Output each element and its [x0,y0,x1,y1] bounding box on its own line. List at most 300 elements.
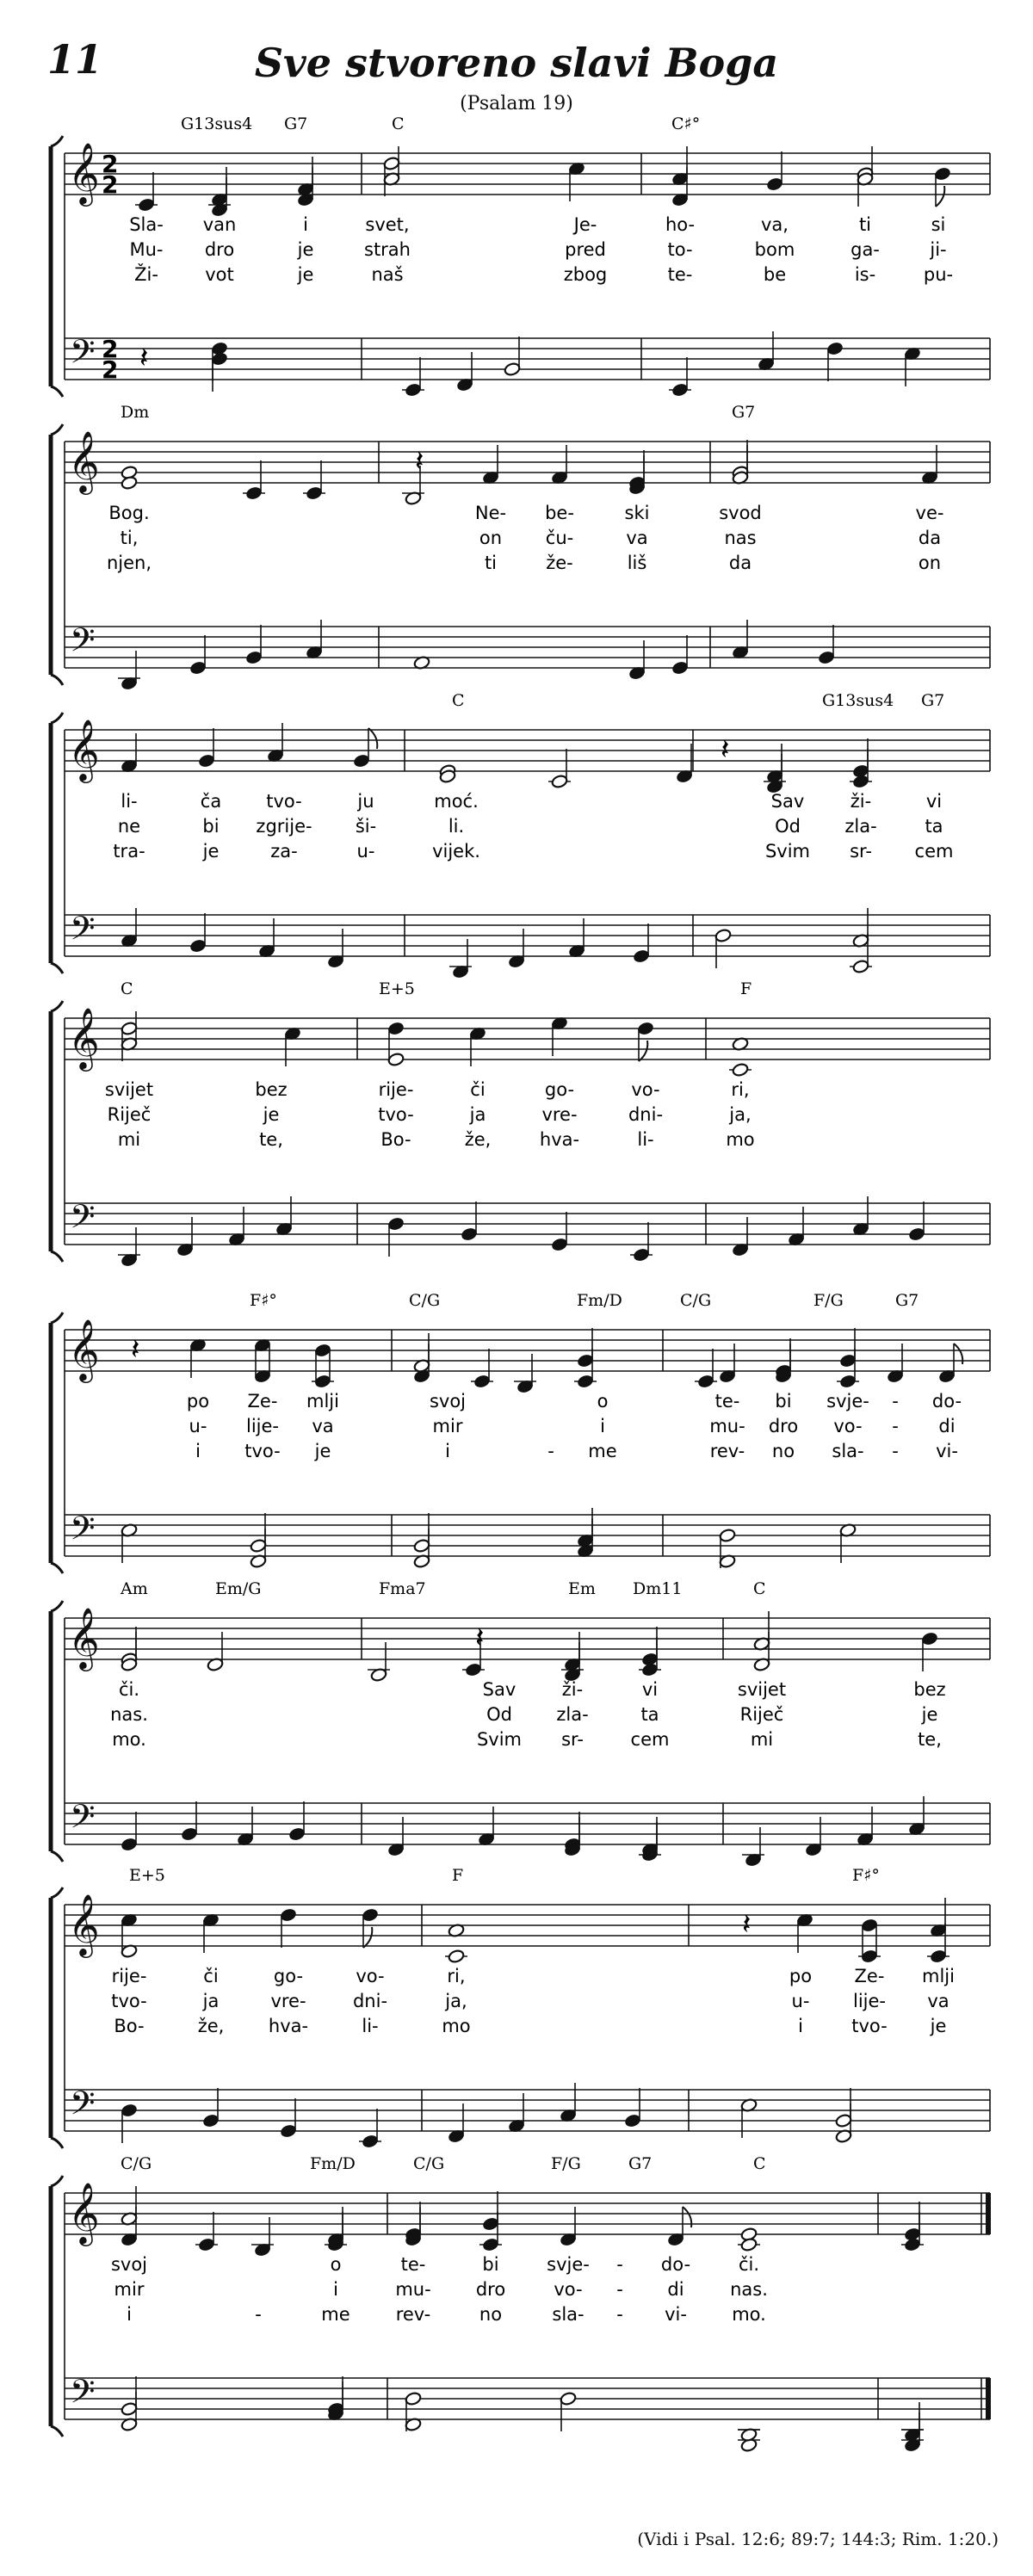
chord-symbol: C [753,1579,766,1598]
notehead [633,948,650,963]
chord-symbol: G13sus4 [181,114,253,133]
treble-note [574,1349,597,1389]
lyric-syllable: i [600,1416,605,1436]
lyric-syllable: - [547,1441,554,1461]
notehead [353,753,370,768]
treble-note [267,723,284,763]
treble-staff [65,1018,990,1059]
lyric-syllable: lije- [245,1416,280,1436]
bass-staff [65,1803,990,1844]
chord-symbol: C [121,979,133,998]
lyric-syllable: be- [545,503,574,523]
bass-note [818,625,835,665]
lyric-syllable: - [616,2304,623,2325]
notehead [387,1052,405,1066]
treble-staff [65,1618,990,1659]
lyric-syllable: da [918,528,942,548]
lyric-syllable: Ži- [134,264,158,285]
notehead [465,1662,482,1677]
lyric-syllable: svod [719,503,762,523]
lyric-syllable: lije- [852,1991,887,2011]
lyric-syllable: - [892,1391,899,1412]
lyric-syllable: ta [925,816,943,837]
notehead [861,1918,878,1932]
lyric-syllable: je [263,1104,280,1125]
lyric-syllable: ga- [851,239,880,260]
lyric-syllable: ži- [561,1679,584,1700]
treble-note [837,1349,859,1389]
treble-note [930,1898,947,1938]
treble-note [766,744,783,784]
time-signature-top: 2 [102,335,119,363]
notehead [921,1631,938,1646]
treble-note [121,2186,138,2227]
lyric-syllable: bez [255,1079,288,1100]
bass-note [742,1827,764,1868]
treble-note [852,738,869,779]
bass-note [237,1807,254,1847]
bass-note [669,357,691,398]
quarter-rest: 𝄽 [139,341,149,375]
treble-note [297,157,314,197]
notehead [288,1826,306,1841]
lyric-syllable: no [771,1441,795,1461]
bracket-top-hook [51,136,63,146]
bass-note [121,1812,138,1852]
lyric-syllable: da [728,553,752,573]
lyric-syllable: va [312,1416,334,1436]
bass-clef: 𝄢 [70,2372,96,2418]
lyric-syllable: vre- [270,1991,306,2011]
lyric-syllable: ja [202,1991,220,2011]
lyric-syllable: rev- [395,2304,431,2325]
lyric-syllable: je [921,1704,938,1725]
lyric-syllable: i [303,214,308,235]
lyric-syllable: cem [630,1729,670,1750]
bass-note [577,1508,594,1548]
treble-note [445,1949,467,1963]
lyric-syllable: bi [202,816,220,837]
bass-note [121,2376,138,2417]
bass-note [857,1807,874,1847]
treble-note [551,1016,568,1056]
chord-symbol: F♯° [250,1291,277,1310]
treble-note [560,2207,577,2247]
lyric-syllable: vre- [541,1104,578,1125]
treble-note [368,1642,390,1683]
bass-note [908,1202,925,1242]
treble-note [934,166,951,207]
bracket-top-hook [51,1313,63,1323]
bass-staff [65,2378,990,2419]
treble-note [189,1337,207,1378]
notehead [181,1826,198,1841]
notehead [908,1226,925,1241]
treble-note [284,1026,301,1066]
lyric-syllable: zla- [556,1704,589,1725]
lyric-syllable: Sav [770,791,805,812]
chord-symbol: C♯° [671,114,701,133]
bass-note [275,1196,293,1237]
notehead [641,1662,659,1677]
chord-symbol: C/G [413,2154,445,2173]
treble-note [729,1062,752,1077]
notehead [577,1353,594,1368]
lyric-syllable: to- [667,239,693,260]
lyric-syllable: vi- [665,2304,687,2325]
treble-clef: 𝄞 [68,1006,100,1069]
chord-symbol: F/G [551,2154,581,2173]
lyric-syllable: Bo- [114,2016,145,2036]
lyric-syllable: mo. [732,2304,766,2325]
treble-note [471,1349,493,1389]
lyric-syllable: ča [200,791,222,812]
lyric-syllable: mir [114,2279,145,2300]
treble-note [135,172,158,213]
notehead [121,475,138,490]
lyric-syllable: bez [913,1679,946,1700]
lyric-syllable: nas. [730,2279,768,2300]
notehead [697,1374,714,1388]
note-flag [368,728,377,749]
treble-note [482,2191,499,2232]
lyric-syllable: on [479,528,503,548]
lyric-syllable: ho- [665,214,696,235]
lyric-syllable: moć. [434,791,479,812]
lyric-syllable: - [616,2254,623,2275]
lyric-syllable: rije- [378,1079,414,1100]
treble-clef: 𝄞 [68,429,100,492]
lyric-syllable: svijet [737,1679,787,1700]
lyric-syllable: že- [546,553,573,573]
bass-note [639,1822,661,1863]
treble-note [387,1052,405,1066]
lyric-syllable: dro [768,1416,799,1436]
lyric-syllable: svje- [547,2254,590,2275]
bass-note [327,2376,344,2417]
notehead [504,361,521,376]
lyric-syllable: či. [118,1679,140,1700]
lyric-syllable: Riječ [739,1704,784,1725]
treble-note [671,146,689,187]
lyric-syllable: u- [356,841,375,862]
lyric-syllable: bom [754,239,795,260]
notehead [904,2237,921,2252]
bass-note [904,346,921,386]
chord-symbol: C/G [680,1291,712,1310]
bass-staff [65,1203,990,1245]
treble-note [577,1328,594,1368]
bass-note [258,918,275,959]
hymn-title: Sve stvoreno slavi Boga [254,40,779,86]
lyric-syllable: je [297,264,314,285]
chord-symbol: F/G [813,1291,844,1310]
quarter-rest: 𝄽 [131,1332,140,1367]
bracket-top-hook [51,1001,63,1011]
notehead [121,2103,138,2117]
treble-clef: 𝄞 [68,2181,100,2244]
lyric-syllable: do- [931,1391,962,1412]
bass-note [732,620,749,660]
lyric-syllable: Svim [764,841,811,862]
lyric-syllable: vijek. [432,841,480,862]
treble-note [667,2207,691,2247]
lyric-syllable: ne [117,816,141,837]
bass-note [327,2381,344,2422]
lyric-syllable: ta [640,1704,659,1725]
lyric-syllable: za- [270,841,298,862]
bass-note [551,1212,568,1252]
lyric-syllable: pu- [923,264,954,285]
notehead [189,660,207,675]
treble-note [921,1631,938,1671]
treble-note [482,445,499,485]
lyric-syllable: mu- [709,1416,745,1436]
treble-note [887,1344,904,1384]
lyric-syllable: li- [121,791,138,812]
notehead [740,2237,758,2252]
notehead [189,938,207,953]
lyric-syllable: ži- [850,791,872,812]
treble-note [121,733,138,774]
lyric-syllable: Mu- [129,239,164,260]
treble-clef: 𝄞 [68,141,100,204]
lyric-syllable: hva- [539,1129,580,1150]
chord-symbol: C [392,114,405,133]
treble-note [738,2237,760,2252]
lyric-syllable: mi [750,1729,774,1750]
treble-note [303,460,325,501]
chord-symbol: Em [568,1579,596,1598]
treble-note [775,1344,792,1384]
lyric-syllable: va, [761,214,789,235]
lyric-syllable: o [330,2254,342,2275]
lyric-syllable: Ze- [247,1391,278,1412]
notehead [624,2113,641,2128]
chord-symbol: F [452,1866,464,1885]
lyric-syllable: Bo- [380,1129,411,1150]
chord-symbol: Em/G [215,1579,262,1598]
lyric-syllable: bi [482,2254,499,2275]
notehead [852,774,869,788]
notehead [211,351,228,366]
lyric-syllable: go- [544,1079,575,1100]
bass-note [228,1207,245,1247]
bass-note [189,913,207,954]
bass-note [449,939,472,979]
notehead [413,1538,430,1553]
lyric-syllable: njen, [106,553,152,573]
lyric-syllable: di [938,1416,956,1436]
bass-note [628,640,646,681]
bracket-bottom-hook [51,2138,63,2148]
chord-symbol: F [740,979,752,998]
lyric-syllable: zla- [844,816,877,837]
bass-note [839,1523,857,1563]
chord-symbol: G7 [732,403,756,422]
lyric-syllable: Ze- [854,1966,885,1986]
bass-note [250,1513,267,1554]
lyric-syllable: Je- [573,214,597,235]
notehead [861,1949,878,1963]
bass-note [478,1807,495,1847]
notehead [714,928,732,942]
lyric-syllable: - [892,1441,899,1461]
lyric-syllable: - [892,1416,899,1436]
notehead [852,959,869,973]
chord-symbol: G13sus4 [822,691,894,710]
lyric-syllable: ji- [930,239,947,260]
notehead [637,1021,654,1035]
notehead [138,197,155,212]
treble-note [405,2207,422,2247]
lyric-syllable: mi [117,1129,141,1150]
lyric-syllable: liš [627,553,647,573]
chord-symbol: C [452,691,465,710]
lyric-syllable: je [314,1441,331,1461]
lyric-syllable: li. [448,816,465,837]
bass-note [280,2098,297,2139]
notehead [314,1374,331,1388]
bracket-bottom-hook [51,675,63,685]
chord-symbol: E+5 [379,979,415,998]
quarter-rest: 𝄽 [475,1621,485,1655]
bass-note [740,2097,758,2138]
treble-note [211,167,228,207]
notehead [362,2134,379,2148]
notehead [383,156,400,170]
lyric-syllable: Od [486,1704,512,1725]
bass-clef: 𝄢 [70,1509,96,1555]
bass-note [202,2088,220,2128]
notehead [405,2391,422,2406]
bracket-bottom-hook [51,2426,63,2437]
lyric-syllable: zbog [563,264,608,285]
bass-note [826,341,844,381]
notehead [732,1062,749,1077]
lyric-syllable: mu- [395,2279,431,2300]
bass-note [732,1217,749,1257]
chord-symbol: C [753,2154,766,2173]
lyric-syllable: pred [565,239,606,260]
notehead [473,1374,491,1388]
notehead [405,382,422,397]
lyric-syllable: ču- [545,528,574,548]
lyric-syllable: mo. [112,1729,146,1750]
chord-symbol: C/G [409,1291,441,1310]
lyric-syllable: u- [189,1416,207,1436]
lyric-syllable: tvo- [851,2016,888,2036]
bass-note [456,352,473,392]
lyric-syllable: i [127,2304,132,2325]
notehead [835,2113,852,2128]
bass-note [633,924,650,964]
hymn-number: 11 [47,36,103,83]
lyric-syllable: svijet [104,1079,154,1100]
bass-note [908,1796,925,1837]
treble-note [671,167,689,207]
lyric-syllable: či [470,1079,486,1100]
quarter-rest: 𝄽 [415,444,424,479]
lyric-syllable: vi [925,791,943,812]
lyric-syllable: ri, [447,1966,466,1986]
note-flag [936,186,944,207]
chord-symbol: Fm/D [577,1291,622,1310]
notehead [461,1226,478,1241]
bass-note [176,1217,194,1257]
lyric-syllable: Sla- [129,214,164,235]
lyric-syllable: po [789,1966,813,1986]
lyric-syllable: bi [775,1391,792,1412]
notehead [633,1247,650,1262]
lyric-syllable: me [588,1441,617,1461]
lyric-syllable: tvo- [266,791,302,812]
lyric-syllable: mo [442,2016,471,2036]
lyric-syllable: si [931,214,946,235]
lyric-syllable: svoj [429,1391,467,1412]
notehead [245,650,263,664]
chord-symbol: Am [121,1579,148,1598]
bass-note [564,1817,581,1857]
lyric-syllable: hva- [268,2016,309,2036]
lyric-syllable: ja, [729,1104,752,1125]
lyric-syllable: Riječ [107,1104,152,1125]
quarter-rest: 𝄽 [742,1907,752,1942]
lyric-syllable: svet, [365,214,410,235]
bracket-bottom-hook [51,1251,63,1262]
lyric-syllable: ja, [445,1991,467,2011]
lyric-syllable: tvo- [244,1441,281,1461]
bass-note [758,331,775,372]
time-signature-top: 2 [102,150,119,178]
bass-note [560,2083,577,2123]
system-1 [51,114,990,397]
bass-note [448,2103,465,2144]
lyric-syllable: nas. [110,1704,148,1725]
treble-clef: 𝄞 [68,718,100,781]
system-6 [51,1579,990,1862]
notehead [482,2216,499,2231]
chord-symbol: G7 [284,114,308,133]
lyric-syllable: vo- [631,1079,660,1100]
treble-clef: 𝄞 [68,1318,100,1381]
treble-note [921,445,938,485]
treble-note [353,728,377,769]
chord-symbol: Dm [121,403,150,422]
lyric-syllable: tvo- [378,1104,414,1125]
bass-clef: 𝄢 [70,2084,96,2130]
notehead [818,650,835,664]
bass-note [560,2391,577,2431]
lyric-syllable: Ne- [474,503,507,523]
treble-note [198,728,215,769]
notehead [121,1021,138,1035]
bass-note [402,357,424,398]
lyric-syllable: be [763,264,787,285]
quarter-rest: 𝄽 [721,732,730,767]
treble-note [695,1349,717,1389]
lyric-syllable: rije- [111,1966,147,1986]
chord-symbol: G7 [895,1291,919,1310]
bass-note [121,1523,138,1563]
notehead [250,1538,267,1553]
lyric-syllable: i [798,2016,803,2036]
bracket-bottom-hook [51,1563,63,1573]
chord-symbol: F♯° [852,1866,880,1885]
lyric-syllable: ti [484,553,498,573]
treble-note [904,2202,921,2242]
bass-clef: 𝄢 [70,1797,96,1844]
